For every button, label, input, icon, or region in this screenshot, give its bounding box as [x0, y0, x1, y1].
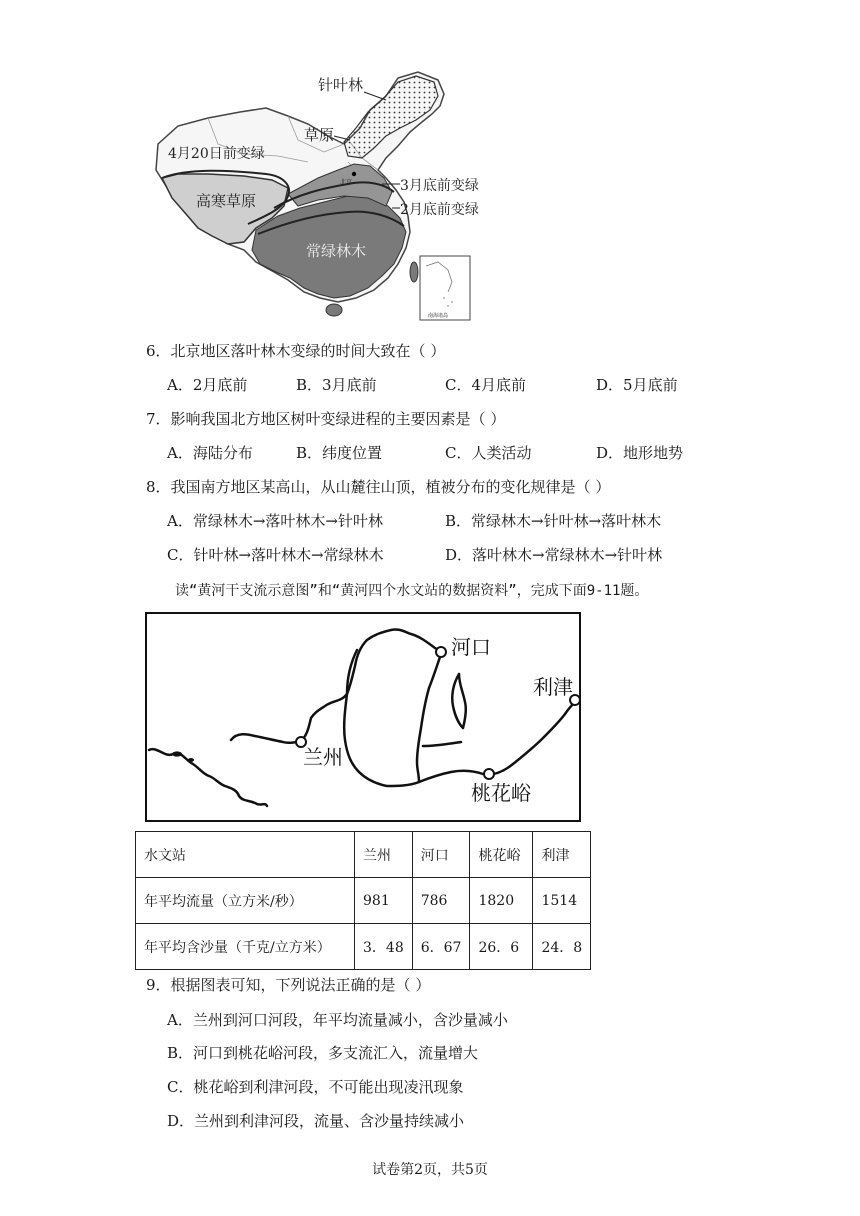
station-label-lanzhou: 兰州	[303, 747, 343, 769]
table-header-cell: 利津	[533, 832, 591, 878]
hydrology-data-table	[135, 831, 591, 970]
table-cell: 981	[355, 878, 413, 924]
table-cell: 26．6	[470, 924, 533, 970]
label-grassland: 草原	[304, 126, 335, 144]
river-west-branch	[344, 650, 419, 786]
question-7-stem: 7．影响我国北方地区树叶变绿进程的主要因素是（ ）	[146, 410, 506, 428]
table-header-cell: 桃花峪	[470, 832, 533, 878]
question-6-option-d[interactable]: D．5月底前	[596, 376, 678, 394]
table-cell: 年平均含沙量（千克/立方米）	[136, 924, 355, 970]
river-great-bend-east	[417, 654, 441, 782]
beijing-dot	[352, 172, 356, 176]
table-cell: 年平均流量（立方米/秒）	[136, 878, 355, 924]
table-cell: 6．67	[412, 924, 470, 970]
table-cell: 3．48	[355, 924, 413, 970]
label-beijing: 北京	[340, 179, 353, 186]
question-9-option-b[interactable]: B．河口到桃花峪河段，多支流汇入，流量增大	[167, 1044, 479, 1062]
section-intro: 读“黄河干支流示意图”和“黄河四个水文站的数据资料”，完成下面9-11题。	[175, 583, 649, 599]
question-8-option-a[interactable]: A．常绿林木→落叶林木→针叶林	[167, 512, 383, 530]
page-footer: 试卷第2页，共5页	[372, 1162, 488, 1178]
taiwan-island	[410, 262, 418, 282]
hainan-island	[326, 304, 342, 316]
question-8-stem: 8．我国南方地区某高山，从山麓往山顶，植被分布的变化规律是（ ）	[146, 478, 611, 496]
table-header-cell: 水文站	[136, 832, 355, 878]
question-7-option-d[interactable]: D．地形地势	[596, 444, 684, 462]
table-header-row	[136, 832, 591, 878]
station-marker-lanzhou	[296, 737, 306, 747]
question-7-option-b[interactable]: B．纬度位置	[296, 444, 383, 462]
yellow-river-map	[145, 612, 581, 822]
label-inset: 南海诸岛	[428, 313, 449, 319]
label-alpine: 高寒草原	[196, 192, 257, 210]
label-evergreen: 常绿林木	[306, 242, 367, 260]
table-header-cell: 河口	[412, 832, 470, 878]
table-header-cell: 兰州	[355, 832, 413, 878]
label-march: 3月底前变绿	[400, 178, 479, 194]
question-7-option-a[interactable]: A．海陆分布	[167, 444, 253, 462]
river-great-bend-west	[299, 629, 441, 742]
question-9-option-c[interactable]: C．桃花峪到利津河段，不可能出现凌汛现象	[167, 1078, 464, 1096]
river-source-west	[149, 749, 267, 806]
table-cell: 1820	[470, 878, 533, 924]
question-8-option-b[interactable]: B．常绿林木→针叶林→落叶林木	[445, 512, 662, 530]
station-marker-taohuayu	[484, 769, 494, 779]
label-apr20: 4月20日前变绿	[168, 146, 265, 162]
table-cell: 24．8	[533, 924, 591, 970]
table-row	[136, 878, 591, 924]
question-8-option-d[interactable]: D．落叶林木→常绿林木→针叶林	[445, 546, 663, 564]
table-cell: 1514	[533, 878, 591, 924]
table-cell: 786	[412, 878, 470, 924]
station-label-lijin: 利津	[533, 677, 573, 699]
river-lower	[419, 702, 575, 782]
question-9-stem: 9．根据图表可知，下列说法正确的是（ ）	[146, 976, 431, 994]
station-marker-hekou	[436, 647, 446, 657]
vegetation-greening-map	[148, 66, 488, 330]
station-label-taohuayu: 桃花峪	[471, 783, 531, 805]
question-6-stem: 6．北京地区落叶林木变绿的时间大致在（ ）	[146, 342, 446, 360]
river-tributary-fen	[452, 674, 466, 728]
question-6-option-a[interactable]: A．2月底前	[167, 376, 248, 394]
question-7-option-c[interactable]: C．人类活动	[445, 444, 532, 462]
river-tributary-wei	[423, 742, 461, 746]
table-row	[136, 924, 591, 970]
question-9-option-d[interactable]: D．兰州到利津河段，流量、含沙量持续减小	[167, 1112, 465, 1130]
question-6-option-b[interactable]: B．3月底前	[296, 376, 377, 394]
label-coniferous: 针叶林	[318, 76, 364, 94]
question-6-option-c[interactable]: C．4月底前	[445, 376, 527, 394]
question-8-option-c[interactable]: C．针叶林→落叶林木→常绿林木	[167, 546, 384, 564]
label-february: 2月底前变绿	[400, 202, 479, 218]
station-label-hekou: 河口	[451, 637, 491, 659]
question-9-option-a[interactable]: A．兰州到河口河段，年平均流量减小，含沙量减小	[167, 1011, 508, 1029]
river-upper	[231, 734, 299, 743]
